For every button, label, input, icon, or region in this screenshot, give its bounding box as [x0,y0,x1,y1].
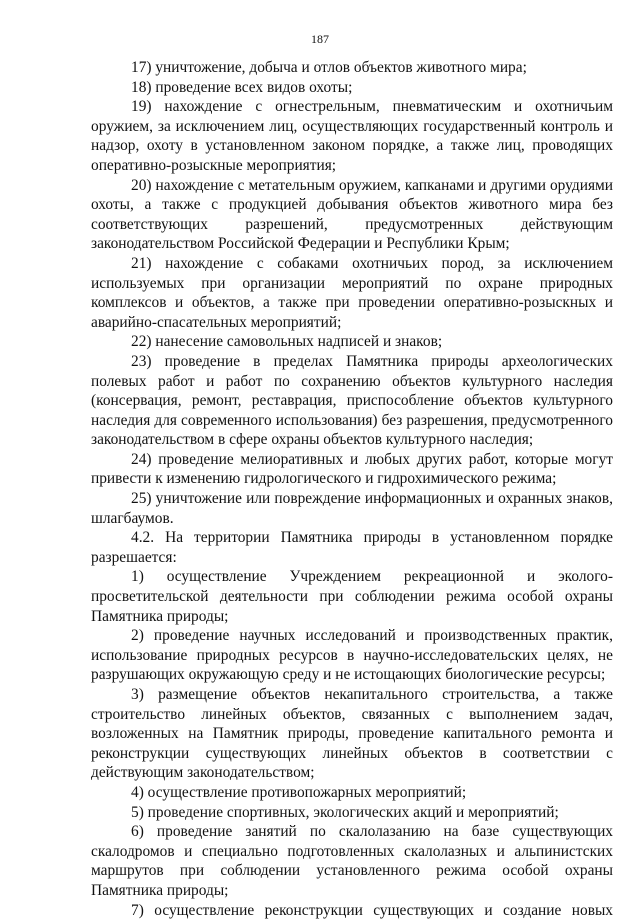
allowed-item-3: 3) размещение объектов некапитального строительства, а также строительство линейных объектов, связанных с выполнением задач, возложенных на Памятник природы, проведение капитального ремонта и реконструкции существующих линейных объектов в соответствии с действующим законодательством; [91,686,613,782]
allowed-item-5: 5) проведение спортивных, экологических акций и мероприятий; [131,803,559,821]
paragraph-item-22: 22) нанесение самовольных надписей и знаков; [131,333,443,351]
allowed-item-4: 4) осуществление противопожарных мероприятий; [131,783,467,801]
paragraph-item-25: 25) уничтожение или повреждение информационных и охранных знаков, шлагбаумов. [91,490,613,527]
document-body [91,58,613,920]
paragraph-item-23: 23) проведение в пределах Памятника природы археологических полевых работ и работ по сохранению объектов культурного наследия (консервация, ремонт, реставрация, приспособление объектов культурного наследия для современного использования) без разрешения, предусмотренного законодательством в сфере охраны объектов культурного наследия; [91,352,613,449]
page-number: 187 [311,32,329,46]
paragraph-item-19: 19) нахождение с огнестрельным, пневматическим и охотничьим оружием, за исключением лиц, осуществляющих государственный контроль и надзор, охоту в установленном законом порядке, а также лиц, проводящих оперативно-розыскные мероприятия; [91,98,613,174]
paragraph-item-21: 21) нахождение с собаками охотничьих пород, за исключением используемых при организации мероприятий по охране природных комплексов и объектов, а также при проведении оперативно-розыскных и аварийно-спасательных мероприятий; [91,254,613,331]
section-4-2-heading: 4.2. На территории Памятника природы в установленном порядке разрешается: [91,529,613,566]
paragraph-item-18: 18) проведение всех видов охоты; [131,78,353,96]
allowed-item-7: 7) осуществление реконструкции существующих и создание новых [131,901,613,919]
allowed-item-2: 2) проведение научных исследований и производственных практик, использование природных ресурсов в научно-исследовательских целях, не разрушающих окружающую среду и не истощающих биологические ресурсы; [91,627,613,684]
paragraph-item-24: 24) проведение мелиоративных и любых других работ, которые могут привести к изменению гидрологического и гидрохимического режима; [91,450,613,488]
paragraph-item-17: 17) уничтожение, добыча и отлов объектов животного мира; [131,59,527,76]
paragraph-item-20: 20) нахождение с метательным оружием, капканами и другими орудиями охоты, а также с продукцией добывания объектов животного мира без соответствующих разрешений, предусмотренных действующим законодательством Российской Федерации и Республики Крым; [91,176,613,253]
allowed-item-1: 1) осуществление Учреждением рекреационной и эколого-просветительской деятельности при соблюдении режима особой охраны Памятника природы; [91,568,613,625]
allowed-item-6: 6) проведение занятий по скалолазанию на базе существующих скалодромов и специально подготовленных скалолазных и альпинистских маршрутов при соблюдении установленного режима особой охраны Памятника природы; [91,823,613,899]
